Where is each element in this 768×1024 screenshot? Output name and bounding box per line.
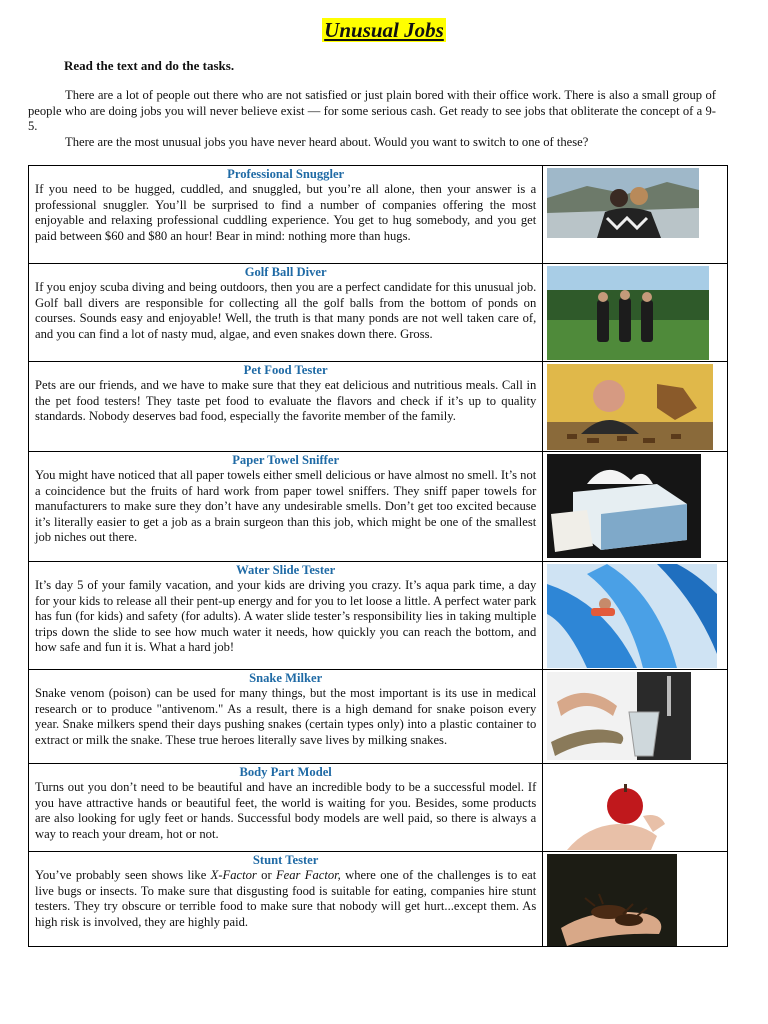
job-text-cell: [29, 362, 543, 452]
man-and-dog-with-treats-photo: [547, 364, 727, 450]
intro-text: [28, 88, 716, 150]
job-image-cell: [543, 562, 728, 670]
job-title: Paper Towel Sniffer: [232, 453, 340, 467]
job-text-cell: [29, 166, 543, 264]
job-image-cell: [543, 670, 728, 764]
job-description: Pets are our friends, and we have to make sure that they eat delicious and nutritious meals. Call in the pet food testers! They taste pet food to evaluate the flavors and check if it’s up to quality standards. Nobody deserves bad food, especially the favorite member of the family.: [35, 378, 537, 423]
job-description: You’ve probably seen shows like X-Factor or Fear Factor, where one of the challenges is to eat live bugs or insects. To make sure that disgusting food is suitable for eating, companies hire stunt testers. They try obscure or terrible food to make sure that nobody will get hurt...except them. As high risk is involved, they are highly paid.: [35, 868, 537, 929]
job-title: Water Slide Tester: [236, 563, 336, 577]
couple-hugging-photo: [547, 168, 727, 238]
job-image-cell: [543, 166, 728, 264]
job-description: Turns out you don’t need to be beautiful and have an incredible body to be a successful model. If you have attractive hands or beautiful feet, the world is waiting for you. Besides, some products are also looking for ugly feet or hands. Successful body models are well paid, so there is always a way to reach your dream, hot or not.: [35, 780, 537, 841]
hand-holding-bugs-photo: [547, 854, 727, 946]
job-description: If you need to be hugged, cuddled, and snuggled, but you’re all alone, then your answer is a professional snuggler. You’ll be surprised to find a number of companies offering the most enjoyable and relaxing professional cuddling experience. You get to hug somebody, and you get paid between $60 and $80 an hour! Bear in mind: nothing more than hugs.: [35, 182, 537, 243]
job-text-cell: [29, 452, 543, 562]
job-text-cell: [29, 562, 543, 670]
jobs-table: [28, 165, 728, 947]
job-image-cell: [543, 764, 728, 852]
job-title: Golf Ball Diver: [244, 265, 327, 279]
job-image-cell: [543, 852, 728, 947]
tissue-box-photo: [547, 454, 727, 558]
job-title: Body Part Model: [239, 765, 332, 779]
job-row: [29, 452, 728, 562]
job-title: Stunt Tester: [252, 853, 319, 867]
job-title: Snake Milker: [249, 671, 323, 685]
instructions: Read the text and do the tasks.: [64, 58, 235, 73]
intro-paragraph: There are the most unusual jobs you have never heard about. Would you want to switch to one of these?: [65, 134, 589, 149]
job-text-cell: [29, 852, 543, 947]
page-title: Unusual Jobs: [324, 18, 444, 42]
job-row: [29, 264, 728, 362]
water-slide-photo: [547, 564, 727, 668]
job-row: [29, 764, 728, 852]
intro-paragraph: There are a lot of people out there who are not satisfied or just plain bored with their office work. There is also a small group of people who are doing jobs you will never believe exist — for some serious cash. Get ready to see jobs that obliterate the concept of a 9-5.: [28, 88, 716, 133]
snake-milking-photo: [547, 672, 727, 760]
page-title-wrap: [0, 18, 768, 43]
job-row: [29, 670, 728, 764]
job-image-cell: [543, 264, 728, 362]
job-image-cell: [543, 362, 728, 452]
job-title: Professional Snuggler: [227, 167, 345, 181]
job-title: Pet Food Tester: [243, 363, 328, 377]
job-row: [29, 166, 728, 264]
job-text-cell: [29, 670, 543, 764]
job-description: It’s day 5 of your family vacation, and your kids are driving you crazy. It’s aqua park time, a day for your kids to release all their pent-up energy and for you to let loose a little. A perfect water park has fun (for kids) and safety (for adults). A water slide tester’s responsibility lies in taking multiple trips down the slide to see how much water it needs, how quickly you can reach the bottom, and how safe and fun it is. What a hard job!: [35, 578, 537, 654]
divers-on-golf-course-photo: [547, 266, 727, 360]
job-description: If you enjoy scuba diving and being outdoors, then you are a perfect candidate for this unusual job. Golf ball divers are responsible for collecting all the golf balls from the bottom of ponds on courses. Sounds easy and enjoyable! Well, the truth is that many ponds are not well taken care of, and you can find a lot of nasty mud, algae, and even snakes down there. Gross.: [35, 280, 537, 341]
job-text-cell: [29, 764, 543, 852]
job-row: [29, 852, 728, 947]
job-text-cell: [29, 264, 543, 362]
job-row: [29, 362, 728, 452]
job-description: You might have noticed that all paper towels either smell delicious or have almost no smell. It’s not a coincidence but the fruits of hard work from paper towel sniffers. They sniff paper towels for manufacturers to make sure they don’t have any undesirable smells. Don’t get too excited because it’s literally easier to get a job as a brain surgeon than this job, which might be one of the smallest job niches out there.: [35, 468, 537, 544]
job-row: [29, 562, 728, 670]
job-description: Snake venom (poison) can be used for many things, but the most important is its use in medical research or to produce "antivenom." As a result, there is a high demand for snake poison every year. Snake milkers spend their days pushing snakes (certain types only) into a plastic container to extract or milk the snake. These true heroes literally save lives by milking snakes.: [35, 686, 537, 747]
hand-holding-apple-photo: [547, 766, 727, 850]
job-image-cell: [543, 452, 728, 562]
